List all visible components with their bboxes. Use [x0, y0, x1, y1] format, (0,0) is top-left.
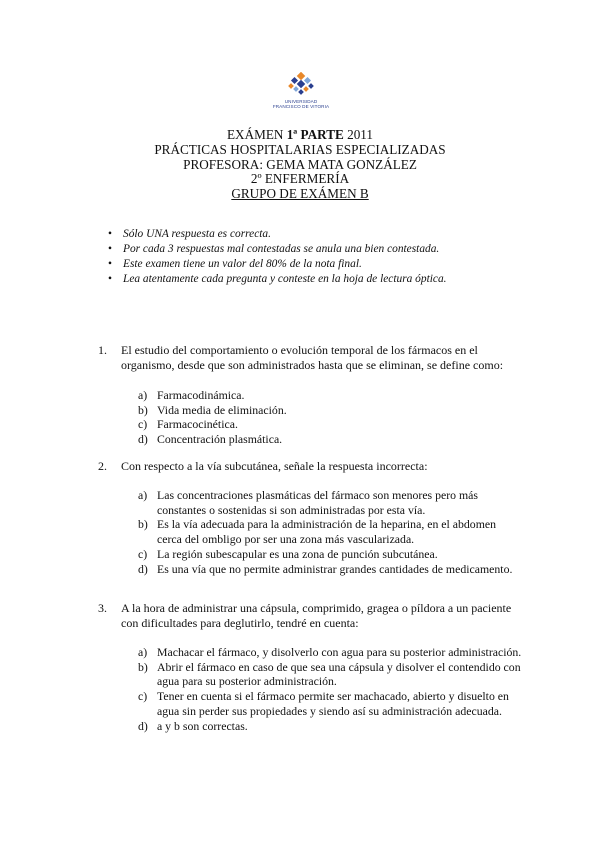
- instruction-item: • Este examen tiene un valor del 80% de la nota final.: [108, 258, 362, 270]
- instruction-item: • Sólo UNA respuesta es correcta.: [108, 228, 271, 240]
- instruction-item: • Por cada 3 respuestas mal contestadas se anula una bien contestada.: [108, 243, 440, 255]
- course-title: PRÁCTICAS HOSPITALARIAS ESPECIALIZADAS: [154, 141, 446, 157]
- question-3: [98, 601, 528, 631]
- question-stem: A la hora de administrar una cápsula, comprimido, gragea o píldora a un paciente con dificultades para deglutirlo, tendré en cuenta:: [121, 601, 512, 630]
- logo-line-1: UNIVERSIDAD: [284, 99, 318, 104]
- question-1-options: [138, 388, 523, 447]
- bullet-icon: •: [108, 243, 112, 255]
- university-emblem-icon: [286, 72, 316, 98]
- option-d: d) a y b son correctas.: [138, 718, 248, 733]
- instructions-list: [108, 227, 578, 287]
- option-d: d) Concentración plasmática.: [138, 432, 283, 447]
- option-a: a) Machacar el fármaco, y disolverlo con agua para su posterior administración.: [138, 645, 522, 659]
- question-3-options: [138, 645, 523, 733]
- logo-text: [268, 99, 334, 110]
- question-number: 2.: [98, 459, 107, 473]
- exam-header: [0, 128, 600, 202]
- question-number: 3.: [98, 601, 107, 615]
- instruction-item: • Lea atentamente cada pregunta y conteste en la hoja de lectura óptica.: [108, 273, 447, 285]
- question-number: 1.: [98, 343, 107, 357]
- option-b: b) Vida media de eliminación.: [138, 402, 287, 417]
- option-a: a) Las concentraciones plasmáticas del fármaco son menores pero más constantes o sostenidas si son administradas por esta vía.: [138, 488, 479, 517]
- question-stem: El estudio del comportamiento o evolución temporal de los fármacos en el organismo, desde que son administrados hasta que se eliminan, se define como:: [121, 343, 504, 372]
- option-c: c) La región subescapular es una zona de punción subcutánea.: [138, 546, 438, 561]
- university-logo: [268, 72, 334, 112]
- logo-line-2: FRANCISCO DE VITORIA: [272, 104, 330, 110]
- option-a: a) Farmacodinámica.: [138, 388, 245, 402]
- question-1: [98, 343, 528, 373]
- option-c: c) Farmacocinética.: [138, 417, 238, 432]
- option-c: c) Tener en cuenta si el fármaco permite ser machacado, abierto y disuelto en agua sin perder sus propiedades y siendo así su administración adecuada.: [138, 689, 509, 718]
- professor-line: PROFESORA: GEMA MATA GONZÁLEZ: [183, 156, 417, 172]
- option-b: b) Abrir el fármaco en caso de que sea una cápsula y disolver el contendido con agua para su posterior administración.: [138, 659, 521, 689]
- question-2-options: [138, 488, 523, 576]
- exam-title: EXÁMEN 1ª PARTE 2011: [226, 127, 373, 142]
- question-stem: Con respecto a la vía subcutánea, señale la respuesta incorrecta:: [121, 459, 428, 473]
- bullet-icon: •: [108, 258, 112, 270]
- question-2: [98, 459, 528, 474]
- option-d: d) Es una vía que no permite administrar grandes cantidades de medicamento.: [138, 561, 513, 576]
- program-line: 2º ENFERMERÍA: [250, 171, 350, 187]
- exam-group: GRUPO DE EXÁMEN B: [231, 186, 369, 202]
- bullet-icon: •: [108, 228, 112, 240]
- option-b: b) Es la vía adecuada para la administración de la heparina, en el abdomen cerca del ombligo por ser una zona más vascularizada.: [138, 517, 497, 547]
- bullet-icon: •: [108, 273, 112, 285]
